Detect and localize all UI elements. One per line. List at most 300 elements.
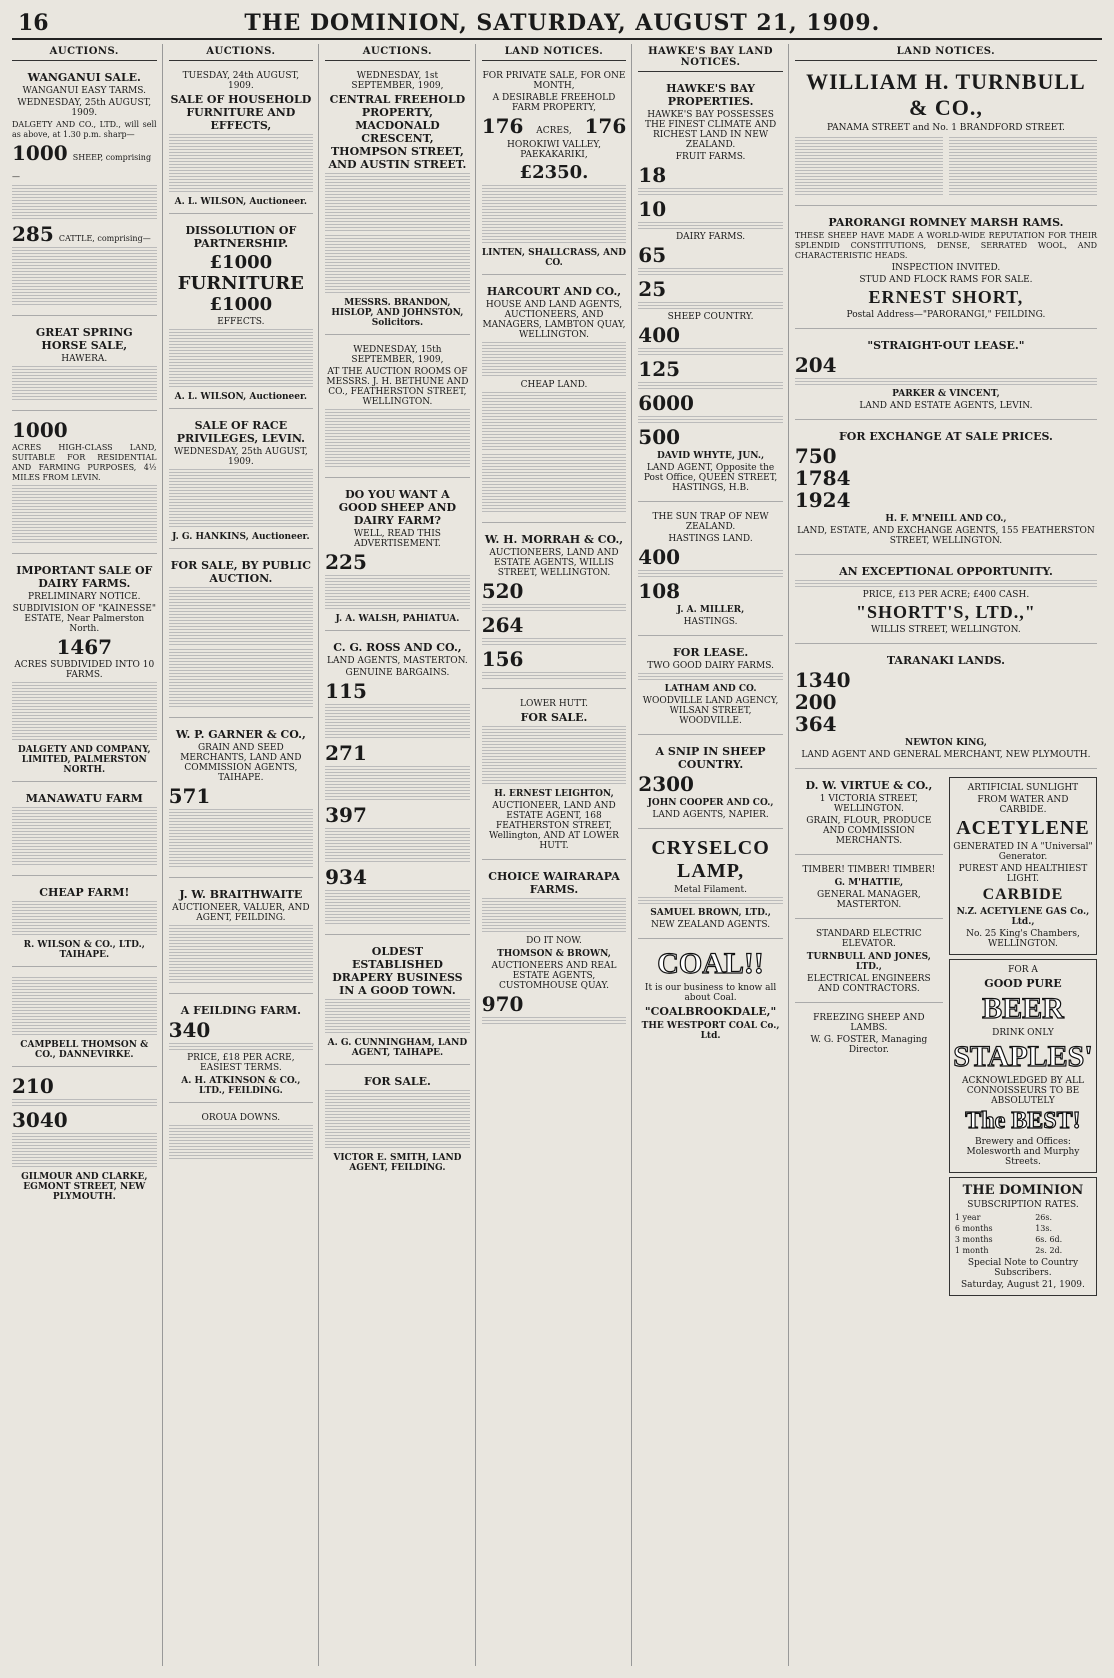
text-lines [325,235,470,295]
ad-signature: "SHORTT'S, LTD.," [856,602,1036,622]
ad-number: 264 [481,613,524,637]
ad-title: FOR SALE. [520,711,588,724]
ad-subtitle: HASTINGS. [683,617,738,627]
ad-signature: N.Z. ACETYLENE GAS Co., Ltd., [956,907,1090,927]
ad-number: 18 [638,163,667,187]
ad-price: £2350. [519,162,589,183]
ad-price: PRICE, £18 PER ACRE, EASIEST TERMS. [187,1053,295,1073]
ad-subtitle: SUBSCRIPTION RATES. [967,1200,1079,1210]
ad-subtitle: GRAIN, FLOUR, PRODUCE AND COMMISSION MERCHANTS. [806,816,932,846]
text-lines [638,570,783,578]
ad-number: 1000 [12,418,68,442]
ad-subtitle: INSPECTION INVITED. [891,263,1001,273]
ad-sheep-snip [638,739,783,829]
ad-title: THE DOMINION [962,1183,1084,1198]
text-lines [12,807,157,867]
ad-cryselco [638,833,783,939]
ad-title: TIMBER! TIMBER! TIMBER! [802,865,936,875]
ad-levin-land [12,415,157,554]
ad-price: PRICE, £13 PER ACRE; £400 CASH. [862,590,1030,600]
ad-subtitle: GENERAL MANAGER, MASTERTON. [816,890,921,910]
ad-subtitle: HASTINGS LAND. [668,534,753,544]
ad-number: 200 [794,690,837,714]
ad-brand: BEER [982,992,1064,1025]
ad-title: CHEAP FARM! [39,886,130,899]
ad-signature: SAMUEL BROWN, LTD., [650,908,771,918]
ad-brand: ACETYLENE [956,817,1090,839]
ad-subtitle: WILLIS STREET, WELLINGTON. [871,625,1021,635]
text-lines [12,1099,157,1107]
ad-signature: A. H. ATKINSON & CO., LTD., FEILDING. [181,1076,301,1096]
text-lines [482,604,627,612]
table-row [953,1245,1093,1256]
ad-garner [169,722,314,878]
ad-number: 397 [325,803,367,827]
text-lines [169,925,314,985]
ad-title: SALE OF HOUSEHOLD FURNITURE AND EFFECTS, [170,93,312,132]
ad-title: W. P. GARNER & CO., [175,728,306,741]
ad-title: WANGANUI SALE. [27,71,141,84]
ad-subtitle: PUREST AND HEALTHIEST LIGHT. [958,864,1088,884]
ad-number: 25 [638,277,667,301]
ad-number: 6000 [638,391,694,415]
text-lines [325,1090,470,1150]
ad-subtitle: EFFECTS. [217,317,265,327]
text-lines [12,185,157,221]
ad-taranaki [795,648,1097,769]
columns [12,44,1102,1666]
ad-elevator [795,923,943,1003]
ad-subtitle: HOROKIWI VALLEY, PAEKAKARIKI, [507,140,601,160]
text-lines [638,222,783,230]
ad-subtitle: Special Note to Country Subscribers. [967,1258,1079,1278]
ad-number: 934 [325,865,367,889]
ad-title: PARORANGI ROMNEY MARSH RAMS. [828,216,1064,229]
ad-subtitle: PANAMA STREET and No. 1 BRANDFORD STREET. [826,123,1065,133]
column-header: LAND NOTICES. [482,44,627,61]
ad-signature: LATHAM AND CO. [664,684,757,694]
text-lines [795,580,1097,588]
ad-subtitle: LAND AGENTS, NAPIER. [652,810,769,820]
ad-title: DO YOU WANT A GOOD SHEEP AND DAIRY FARM? [338,488,457,527]
ad-brand: CARBIDE [982,886,1064,903]
table-row [953,1212,1093,1223]
ad-brand: COAL!! [657,947,764,980]
text-lines [638,348,783,356]
ad-title: FOR EXCHANGE AT SALE PRICES. [838,430,1053,443]
ad-new-plymouth [12,1071,157,1208]
text-lines [169,329,314,389]
ad-number: 2300 [638,772,694,796]
ad-number: 1924 [794,488,851,512]
ad-ross [325,635,470,935]
text-lines [638,302,783,310]
table-row [953,1223,1093,1234]
ad-subtitle: DRINK ONLY [992,1028,1054,1038]
ad-subtitle: AUCTIONEERS AND REAL ESTATE AGENTS, CUSTOMHOUSE QUAY. [491,961,617,991]
ad-subtitle: GENERATED IN A "Universal" Generator. [953,842,1093,862]
ad-number: 210 [12,1074,54,1098]
ad-title: "COALBROOKDALE," [644,1005,777,1018]
ad-subtitle: AUCTIONEERS, LAND AND ESTATE AGENTS, WILLIS STREET, WELLINGTON. [489,548,619,578]
ad-signature: GILMOUR AND CLARKE, EGMONT STREET, NEW PLYMOUTH. [21,1172,148,1202]
ad-subtitle: Postal Address—"PARORANGI," FEILDING. [846,310,1046,320]
ad-number: 1784 [794,466,851,490]
ad-signature: TURNBULL AND JONES, LTD., [806,952,931,972]
rate-period: 6 months [954,1224,993,1233]
ad-date: WEDNESDAY, 25th AUGUST, 1909. [17,98,152,118]
text-lines [12,901,157,937]
ad-signature: G. M'HATTIE, [834,878,904,888]
ad-timber [795,859,943,919]
text-lines [949,137,1097,197]
ad-freezing [795,1007,943,1063]
ad-title: CENTRAL FREEHOLD PROPERTY, MACDONALD CRESCENT, THOMPSON STREET, AND AUSTIN STREET. [328,93,467,171]
ad-subtitle: LOWER HUTT. [520,699,588,709]
ad-subscription [949,1177,1097,1296]
text-lines [325,890,470,926]
column-3 [325,44,476,1666]
ad-title: HARCOURT AND CO., [486,285,622,298]
ad-subtitle: DAIRY FARMS. [675,232,746,242]
text-lines [169,469,314,529]
text-lines [169,134,314,194]
text-lines [482,454,627,514]
ad-number: 10 [638,197,667,221]
text-lines [12,682,157,742]
bottom-split [795,773,1097,1300]
ad-brand: The BEST! [965,1108,1081,1134]
ad-subtitle: GENUINE BARGAINS. [345,668,450,678]
ad-horse-sale [12,320,157,411]
ad-subtitle: FOR A [1008,965,1038,975]
ad-body: SHEEP, comprising— [12,153,152,181]
ad-feilding-farm [169,998,314,1103]
ad-subtitle: FRUIT FARMS. [675,152,746,162]
ad-for-sale [325,1069,470,1179]
ad-signature: A. L. WILSON, Auctioneer. [174,197,308,207]
ad-title: C. G. ROSS AND CO., [333,641,462,654]
ad-manawatu-farm [12,786,157,876]
ad-sheep-dairy [325,482,470,631]
ad-subtitle: AUCTIONEER, LAND AND ESTATE AGENT, 168 FEATHERSTON STREET, Wellington, AND AT LOWER HUTT. [489,801,619,851]
ad-number: 115 [325,679,367,703]
text-lines [169,809,314,869]
ad-dairy-farms [12,558,157,782]
ad-title: CHOICE WAIRARAPA FARMS. [488,870,620,896]
ad-opportunity [795,559,1097,644]
ad-parorangi [795,210,1097,329]
column-header: AUCTIONS. [12,44,157,61]
text-lines [325,999,470,1035]
ad-subtitle: SHEEP COUNTRY. [667,312,754,322]
ad-central-freehold [325,65,470,335]
ad-title: MANAWATU FARM [25,792,143,805]
column-5 [638,44,789,1666]
ad-title: GOOD PURE [984,977,1062,990]
text-lines [795,137,943,197]
ad-subtitle: ELECTRICAL ENGINEERS AND CONTRACTORS. [807,974,931,994]
ad-number: 156 [481,647,524,671]
ad-drapery [325,939,470,1065]
ad-number: 125 [638,357,681,381]
ad-number: 108 [638,579,681,603]
text-lines [482,898,627,934]
bottom-left [795,773,943,1300]
ad-subtitle: TWO GOOD DAIRY FARMS. [647,661,774,671]
text-lines [12,366,157,402]
ad-signature: THE WESTPORT COAL Co., Ltd. [641,1021,780,1041]
ad-signature: W. G. FOSTER, Managing Director. [810,1035,928,1055]
ad-subtitle: CHEAP LAND. [520,380,588,390]
ad-signature: NEWTON KING, [904,738,987,748]
ad-title: "STRAIGHT-OUT LEASE." [867,339,1025,352]
ad-subtitle: WANGANUI EASY TARMS. [22,86,147,96]
text-lines [325,575,470,611]
rate-price: 2s. 2d. [1035,1246,1063,1255]
column-header: HAWKE'S BAY LAND NOTICES. [638,44,783,72]
text-lines [482,342,627,378]
text-lines [638,188,783,196]
text-lines [325,409,470,469]
ad-number: 1000 [12,141,68,165]
ad-title: TARANAKI LANDS. [886,654,1005,667]
ad-title: DISSOLUTION OF PARTNERSHIP. [185,224,297,250]
ad-subtitle: GRAIN AND SEED MERCHANTS, LAND AND COMMISSION AGENTS, TAIHAPE. [180,743,302,783]
ad-date: TUESDAY, 24th AUGUST, 1909. [182,71,300,91]
ad-sun-trap [638,506,783,636]
ad-title: FOR LEASE. [672,646,749,659]
column-1 [12,44,163,1666]
ad-number: 750 [794,444,837,468]
text-lines [638,382,783,390]
ad-signature: J. G. HANKINS, Auctioneer. [172,532,310,542]
table-row [953,1234,1093,1245]
ad-number: 571 [168,784,211,808]
ad-subtitle: LAND AGENT AND GENERAL MERCHANT, NEW PLYMOUTH. [801,750,1091,760]
text-lines [638,673,783,681]
ad-title: J. W. BRAITHWAITE [179,888,303,901]
ad-subtitle: ACKNOWLEDGED BY ALL CONNOISSEURS TO BE ABSOLUTELY [962,1076,1084,1106]
ad-signature: H. ERNEST LEIGHTON, [494,789,614,799]
ad-subtitle: STUD AND FLOCK RAMS FOR SALE. [859,275,1033,285]
ad-signature: R. WILSON & CO., LTD., TAIHAPE. [23,940,145,960]
ad-signature: PARKER & VINCENT, [892,389,1000,399]
ad-number: 400 [638,545,681,569]
ad-wanganui-sale [12,65,157,316]
page-number: 16 [18,10,49,36]
ad-number: 970 [481,992,524,1016]
ad-straight-lease [795,333,1097,420]
ad-title: FREEZING SHEEP AND LAMBS. [813,1013,925,1033]
ad-title: THE SUN TRAP OF NEW ZEALAND. [652,512,769,532]
ad-subtitle: FROM WATER AND CARBIDE. [977,795,1069,815]
ad-title: OLDEST ESTABLISHED DRAPERY BUSINESS IN A GOOD TOWN. [332,945,463,997]
text-lines [795,378,1097,386]
ad-signature: J. A. MILLER, [676,605,745,615]
ad-race-privileges [169,413,314,549]
ad-date: Saturday, August 21, 1909. [961,1280,1085,1290]
ad-subtitle: AT THE AUCTION ROOMS OF MESSRS. J. H. BETHUNE AND CO., FEATHERSTON STREET, WELLINGTON. [326,367,469,407]
ad-title: FOR PRIVATE SALE, FOR ONE MONTH, [482,71,626,91]
column-header: AUCTIONS. [169,44,314,61]
ad-number: 65 [638,243,667,267]
ad-subtitle: NEW ZEALAND AGENTS. [650,920,771,930]
ad-date: WEDNESDAY, 25th AUGUST, 1909. [173,447,308,467]
ad-title: GREAT SPRING HORSE SALE, [35,326,133,352]
ad-title: STANDARD ELECTRIC ELEVATOR. [815,929,922,949]
rate-price: 6s. 6d. [1035,1235,1063,1244]
ad-bethune-auction [325,339,470,478]
ad-signature: JOHN COOPER AND CO., [647,798,774,808]
ad-title: OROUA DOWNS. [201,1113,281,1123]
ad-subtitle: AUCTIONEER, VALUER, AND AGENT, FEILDING. [172,903,310,923]
column-4 [482,44,633,1666]
ad-virtue [795,773,943,855]
ad-title: D. W. VIRTUE & CO., [805,779,933,792]
ad-harcourt [482,279,627,523]
ad-subtitle: LAND AGENTS, MASTERTON. [327,656,468,666]
ad-public-auction [169,553,314,718]
ad-number: 340 [168,1018,211,1042]
ad-subtitle: It is our business to know all about Coal. [644,983,777,1003]
ad-signature: CAMPBELL THOMSON & CO., DANNEVIRKE. [20,1040,149,1060]
ad-subtitle: Metal Filament. [674,885,747,895]
ad-number: 364 [794,712,837,736]
ad-number: 1340 [794,668,851,692]
column-2 [169,44,320,1666]
ad-number: 271 [325,741,367,765]
ad-body: CATTLE, comprising— [58,234,151,243]
ad-title: IMPORTANT SALE OF DAIRY FARMS. [16,564,153,590]
rate-period: 3 months [954,1235,993,1244]
ad-private-sale [482,65,627,275]
text-lines [482,672,627,680]
ad-number: 176 [584,114,627,138]
ad-subtitle: WELL, READ THIS ADVERTISEMENT. [353,529,441,549]
ad-subtitle: DO IT NOW. [526,936,582,946]
ad-subtitle: HOUSE AND LAND AGENTS, AUCTIONEERS, AND MANAGERS, LAMBTON QUAY, WELLINGTON. [482,300,626,340]
ad-signature: VICTOR E. SMITH, LAND AGENT, FEILDING. [333,1153,462,1173]
ad-title: FOR SALE. [364,1075,431,1088]
ad-date: WEDNESDAY, 1st SEPTEMBER, 1909, [351,71,444,91]
ad-acetylene [949,777,1097,955]
ad-subtitle: HAWERA. [61,354,108,364]
ad-wairarapa [482,864,627,1033]
ad-title: A SNIP IN SHEEP COUNTRY. [655,745,766,771]
ad-subtitle: Brewery and Offices: Molesworth and Murphy Streets. [966,1137,1080,1167]
rate-price: 13s. [1035,1224,1053,1233]
ad-signature: LINTEN, SHALLCRASS, AND CO. [481,248,627,268]
ad-signature: A. G. CUNNINGHAM, LAND AGENT, TAIHAPE. [327,1038,468,1058]
text-lines [12,485,157,545]
ad-subtitle: SUBDIVISION OF "KAINESSE" ESTATE, Near Palmerston North. [12,604,156,634]
text-lines [638,268,783,276]
ad-title: SALE OF RACE PRIVILEGES, LEVIN. [176,419,306,445]
ad-subtitle: No. 25 King's Chambers, WELLINGTON. [966,929,1080,949]
ad-number: 285 [12,222,54,246]
text-lines [482,638,627,646]
subscription-rates-table [953,1212,1093,1256]
ad-signature: THOMSON & BROWN, [497,949,611,959]
ad-body: DALGETY AND CO., LTD., will sell as above, at 1.30 p.m. sharp— [12,120,157,139]
text-lines [12,1133,157,1169]
ad-coal [638,943,783,1047]
ad-subtitle: ACRES, [536,126,572,136]
ad-hawkes-bay [12,971,157,1067]
ad-subtitle: A DESIRABLE FREEHOLD FARM PROPERTY, [492,93,616,113]
text-lines [12,247,157,307]
ad-signature: MESSRS. BRANDON, HISLOP, AND JOHNSTON, Solicitors. [331,298,464,328]
ad-household-furniture [169,65,314,214]
ad-brand: WILLIAM H. TURNBULL & CO., [806,69,1086,120]
ad-signature: H. F. M'NEILL AND CO., [885,514,1007,524]
ad-signature: J. A. WALSH, PAHIATUA. [335,614,460,624]
ad-subtitle: LAND AND ESTATE AGENTS, LEVIN. [859,401,1033,411]
text-lines [482,726,627,786]
ad-number: 176 [481,114,524,138]
ad-title: AN EXCEPTIONAL OPPORTUNITY. [839,565,1053,578]
bottom-right [949,773,1097,1300]
ad-body: THESE SHEEP HAVE MADE A WORLD-WIDE REPUTATION FOR THEIR SPLENDID CONSTITUTIONS, DENSE, SERRATED WOOL, AND CHARACTERISTIC HEADS. [794,231,1097,260]
newspaper-title: THE DOMINION, SATURDAY, AUGUST 21, 1909. [244,10,881,36]
ad-number: 204 [794,353,837,377]
text-lines [325,173,470,233]
ad-headline: £1000 FURNITURE £1000 [177,252,304,315]
text-lines [638,897,783,905]
ad-subtitle: PRELIMINARY NOTICE. [28,592,141,602]
ad-brand: CRYSELCO LAMP, [651,837,770,882]
ad-subtitle: LAND, ESTATE, AND EXCHANGE AGENTS, 155 FEATHERSTON STREET, WELLINGTON. [797,526,1095,546]
ad-number: 1467 [56,635,113,659]
masthead [12,10,1102,40]
rate-period: 1 month [954,1246,989,1255]
ad-signature: A. L. WILSON, Auctioneer. [174,392,308,402]
ad-staples-beer [949,959,1097,1173]
ad-title: W. H. MORRAH & CO., [484,533,624,546]
ad-number: 520 [481,579,524,603]
text-lines [325,766,470,802]
ad-title: FOR SALE, BY PUBLIC AUCTION. [170,559,311,585]
text-lines [482,392,627,452]
ad-exchange [795,424,1097,555]
ad-dissolution [169,218,314,409]
ad-subtitle: WOODVILLE LAND AGENCY, WILSAN STREET, WOODVILLE. [642,696,779,726]
ad-brand: STAPLES' [953,1040,1093,1073]
ad-number: 225 [325,550,367,574]
ad-morrah [482,527,627,689]
ad-cheap-farm [12,880,157,967]
ad-subtitle: 1 VICTORIA STREET, WELLINGTON. [819,794,918,814]
text-lines [482,185,627,245]
ad-title: A FEILDING FARM. [180,1004,301,1017]
ad-signature: DAVID WHYTE, JUN., [656,451,765,461]
ad-body: ACRES HIGH-CLASS LAND, SUITABLE FOR RESIDENTIAL AND FARMING PURPOSES, 4½ MILES FROM LEVIN. [12,443,157,482]
ad-number: 3040 [12,1108,68,1132]
text-lines [325,704,470,740]
ad-number: 500 [638,425,681,449]
text-lines [169,1043,314,1051]
text-lines [325,828,470,864]
ad-signature: DALGETY AND COMPANY, LIMITED, PALMERSTON NORTH. [17,745,151,775]
text-lines [169,649,314,709]
ad-hawkes-bay-properties [638,76,783,502]
ad-subtitle: HAWKE'S BAY POSSESSES THE FINEST CLIMATE AND RICHEST LAND IN NEW ZEALAND. [644,110,777,150]
text-lines [169,1125,314,1161]
text-lines [12,977,157,1037]
ad-oroua-downs [169,1107,314,1169]
ad-subtitle: ACRES SUBDIVIDED INTO 10 FARMS. [14,660,155,680]
